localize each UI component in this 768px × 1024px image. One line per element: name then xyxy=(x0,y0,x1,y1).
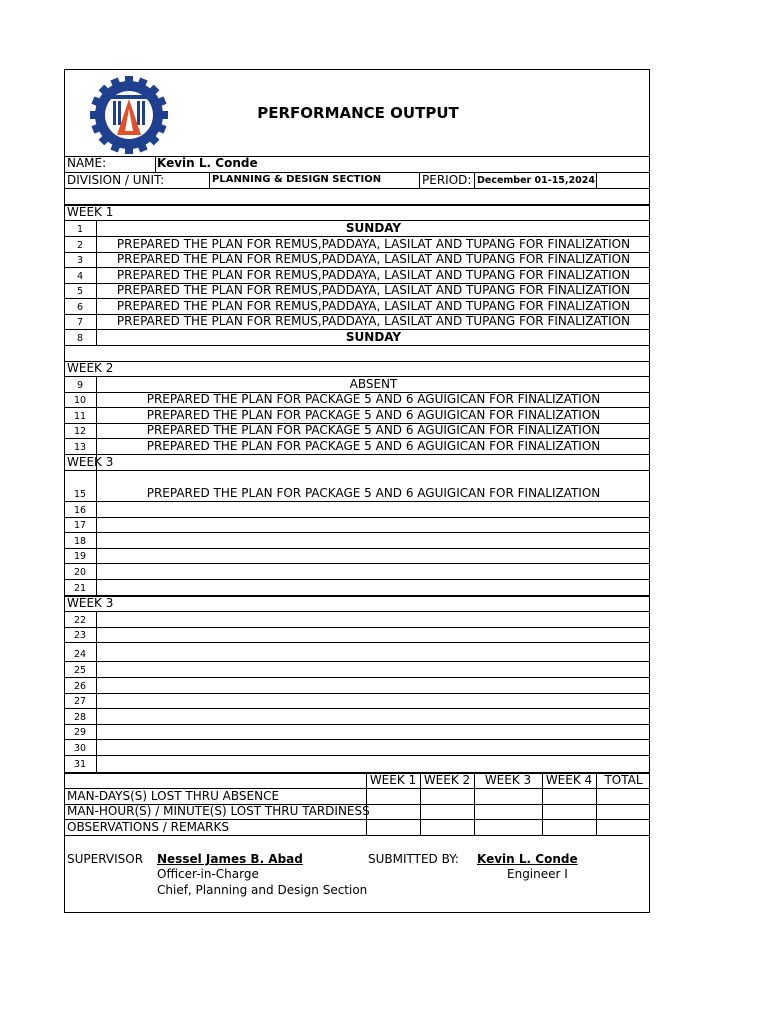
submitted-by-name: Kevin L. Conde xyxy=(477,852,578,866)
day-number: 17 xyxy=(73,520,87,531)
day-entry: PREPARED THE PLAN FOR PACKAGE 5 AND 6 AGUIGICAN FOR FINALIZATION xyxy=(146,423,601,437)
period-label: PERIOD: xyxy=(422,173,472,187)
day-entry: SUNDAY xyxy=(345,221,402,235)
day-number: 29 xyxy=(73,727,87,738)
day-entry: PREPARED THE PLAN FOR REMUS,PADDAYA, LASILAT AND TUPANG FOR FINALIZATION xyxy=(116,237,631,251)
supervisor-label: SUPERVISOR xyxy=(67,852,144,866)
day-entry: PREPARED THE PLAN FOR REMUS,PADDAYA, LASILAT AND TUPANG FOR FINALIZATION xyxy=(116,314,631,328)
supervisor-position: Chief, Planning and Design Section xyxy=(157,883,368,897)
col-week1: WEEK 1 xyxy=(369,773,417,787)
day-entry: PREPARED THE PLAN FOR PACKAGE 5 AND 6 AGUIGICAN FOR FINALIZATION xyxy=(146,392,601,406)
day-number: 9 xyxy=(76,380,84,391)
name-value: Kevin L. Conde xyxy=(157,156,258,170)
col-week2: WEEK 2 xyxy=(423,773,471,787)
submitted-by-title: Engineer I xyxy=(507,867,568,881)
supervisor-name: Nessel James B. Abad xyxy=(157,852,303,866)
division-label: DIVISION / UNIT: xyxy=(67,173,165,187)
day-number: 28 xyxy=(73,712,87,723)
day-number: 16 xyxy=(73,505,87,516)
day-entry: PREPARED THE PLAN FOR REMUS,PADDAYA, LASILAT AND TUPANG FOR FINALIZATION xyxy=(116,252,631,266)
day-entry: SUNDAY xyxy=(345,330,402,344)
day-number: 3 xyxy=(76,255,84,266)
submitted-by-label: SUBMITTED BY: xyxy=(368,852,459,866)
day-entry: PREPARED THE PLAN FOR REMUS,PADDAYA, LASILAT AND TUPANG FOR FINALIZATION xyxy=(116,268,631,282)
day-number: 18 xyxy=(73,536,87,547)
day-number: 22 xyxy=(73,615,87,626)
day-number: 15 xyxy=(73,489,87,500)
absence-row-label: MAN-DAYS(S) LOST THRU ABSENCE xyxy=(67,789,280,803)
division-value: PLANNING & DESIGN SECTION xyxy=(212,174,382,185)
day-number: 30 xyxy=(73,743,87,754)
week1-label: WEEK 1 xyxy=(67,205,114,219)
day-number: 25 xyxy=(73,665,87,676)
week4-label: WEEK 3 xyxy=(67,596,114,610)
week2-label: WEEK 2 xyxy=(67,361,114,375)
day-number: 19 xyxy=(73,551,87,562)
day-number: 4 xyxy=(76,271,84,282)
day-number: 31 xyxy=(73,759,87,770)
day-number: 12 xyxy=(73,426,87,437)
col-week4: WEEK 4 xyxy=(545,773,593,787)
performance-output-form xyxy=(64,69,650,913)
day-number: 10 xyxy=(73,395,87,406)
day-number: 20 xyxy=(73,567,87,578)
day-entry: PREPARED THE PLAN FOR PACKAGE 5 AND 6 AGUIGICAN FOR FINALIZATION xyxy=(146,408,601,422)
day-number: 27 xyxy=(73,696,87,707)
day-entry: PREPARED THE PLAN FOR REMUS,PADDAYA, LASILAT AND TUPANG FOR FINALIZATION xyxy=(116,299,631,313)
supervisor-title: Officer-in-Charge xyxy=(157,867,259,881)
col-week3: WEEK 3 xyxy=(484,773,532,787)
day-number: 13 xyxy=(73,442,87,453)
day-number: 23 xyxy=(73,630,87,641)
day-entry: PREPARED THE PLAN FOR PACKAGE 5 AND 6 AGUIGICAN FOR FINALIZATION xyxy=(146,439,601,453)
day-number: 5 xyxy=(76,286,84,297)
day-number: 26 xyxy=(73,681,87,692)
tardiness-row-label: MAN-HOUR(S) / MINUTE(S) LOST THRU TARDINESS xyxy=(67,804,370,818)
day-number: 11 xyxy=(73,411,87,422)
day-number: 7 xyxy=(76,317,84,328)
day-number: 2 xyxy=(76,240,84,251)
day-number: 21 xyxy=(73,583,87,594)
form-title: PERFORMANCE OUTPUT xyxy=(257,104,459,122)
day-entry: PREPARED THE PLAN FOR PACKAGE 5 AND 6 AGUIGICAN FOR FINALIZATION xyxy=(146,486,601,500)
period-value: December 01-15,2024 xyxy=(477,175,595,186)
remarks-row-label: OBSERVATIONS / REMARKS xyxy=(67,820,229,834)
day-number: 8 xyxy=(76,333,84,344)
day-number: 6 xyxy=(76,302,84,313)
day-number: 24 xyxy=(73,649,87,660)
col-total: TOTAL xyxy=(604,773,643,787)
name-label: NAME: xyxy=(67,156,107,170)
week3-label: WEEK 3 xyxy=(67,455,114,469)
day-entry: PREPARED THE PLAN FOR REMUS,PADDAYA, LASILAT AND TUPANG FOR FINALIZATION xyxy=(116,283,631,297)
day-number: 1 xyxy=(76,224,84,235)
day-entry: ABSENT xyxy=(349,377,398,391)
